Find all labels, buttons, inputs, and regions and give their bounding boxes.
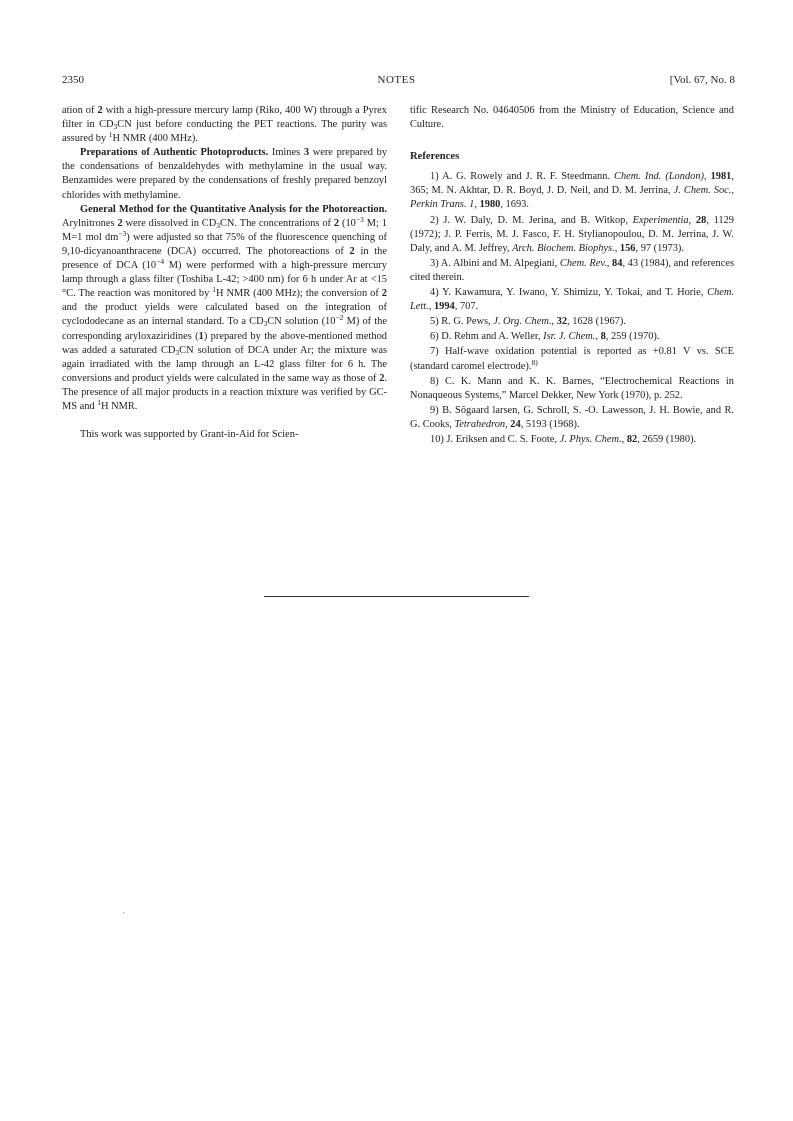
right-column: [410, 104, 734, 448]
superscript: 1: [108, 130, 113, 140]
subscript: 3: [263, 319, 268, 329]
compound-number: 2: [379, 372, 385, 384]
compound-number: 2: [349, 245, 355, 257]
left-column: [62, 104, 387, 442]
volume-number: 24: [510, 418, 521, 430]
reference-number: 1): [430, 171, 439, 183]
text: (10: [339, 217, 356, 229]
text: Half-wave oxidation potential is reported as +0.81 V vs. SCE (standard caromel electrode).: [410, 346, 734, 372]
paragraph-heading: Preparations of Authentic Photoproducts.: [80, 147, 269, 159]
text: R. G. Pews,: [438, 316, 494, 328]
acknowledgment: This work was supported by Grant-in-Aid for Scien-: [80, 429, 299, 441]
text: ) were adjusted so that 75% of the fluorescence quenching of 9,10-dicyanoanthracene (DCA) occurred. The photoreactions of: [62, 231, 387, 257]
text: ) prepared by the above-mentioned method was added a saturated CD: [62, 330, 387, 356]
section-title: NOTES: [377, 74, 416, 86]
text: Y. Kawamura, Y. Iwano, Y. Shimizu, Y. Tokai, and T. Horie,: [438, 287, 708, 299]
volume-number: 1981: [710, 171, 732, 183]
text: CN just before conducting the PET reactions. The purity was assured by: [62, 119, 388, 145]
text: ,: [505, 418, 511, 430]
text: ,: [474, 199, 480, 211]
text: ation of: [62, 105, 98, 116]
compound-number: 2: [117, 217, 123, 229]
subscript: 3: [175, 347, 180, 357]
reference-item: [410, 315, 734, 329]
text: C. K. Mann and K. K. Barnes, “Electrochemical Reactions in Nonaqueous Systems,” Marcel Dekker, New York (1970), p. 252.: [410, 375, 734, 401]
journal-name: Chem. Lett.: [410, 287, 734, 313]
volume-number: 32: [556, 316, 568, 328]
compound-number: 2: [333, 217, 340, 229]
text: CN. The concentrations of: [220, 217, 334, 229]
text: , 365; M. N. Akhtar, D. R. Boyd, J. D. Neil, and D. M. Jerrina,: [410, 171, 734, 197]
journal-name: Chem. Rev.: [559, 257, 607, 269]
journal-name: Isr. J. Chem.: [543, 331, 596, 343]
superscript: −4: [156, 257, 165, 267]
journal-name: Experimentia: [632, 214, 689, 226]
page-number: 2350: [62, 74, 84, 86]
reference-number: 6): [430, 331, 439, 343]
text: , 707.: [454, 301, 479, 313]
text: , 1628 (1967).: [567, 316, 626, 328]
end-of-article-rule: [264, 596, 529, 597]
text: ,: [606, 257, 613, 269]
text: , 2659 (1980).: [637, 433, 697, 445]
text: ,: [704, 171, 711, 183]
text: were dissolved in CD: [122, 217, 217, 229]
superscript: −3: [118, 228, 127, 238]
text: , 97 (1973).: [635, 242, 684, 254]
journal-name: J. Org. Chem.: [493, 316, 552, 328]
text: ,: [621, 433, 627, 445]
journal-name: J. Phys. Chem.: [559, 433, 622, 445]
text: D. Rehm and A. Weller,: [438, 331, 544, 343]
reference-number: 3): [430, 257, 439, 269]
journal-name: Tetrahedron: [454, 418, 506, 430]
subscript: 3: [216, 220, 220, 230]
reference-number: 2): [430, 214, 439, 226]
reference-item: [410, 404, 734, 432]
text: , 259 (1970).: [605, 331, 660, 343]
reference-number: 7): [430, 346, 439, 358]
text: , 1129 (1972); J. P. Ferris, M. J. Fasco, F. H. Stylianopoulou, D. M. Jerrina, J. W. Daly, and A. M. Jeffrey,: [410, 214, 734, 254]
method-paragraph: [62, 203, 387, 414]
compound-number: 2: [381, 288, 387, 300]
compound-number: 1: [198, 330, 204, 342]
subscript: 3: [113, 122, 118, 132]
volume-number: 28: [695, 214, 707, 226]
scan-speck: [123, 912, 124, 913]
text: Arylnitrones: [62, 217, 118, 229]
text: J. Eriksen and C. S. Foote,: [443, 433, 560, 445]
text: CN solution (10: [267, 316, 336, 328]
volume-number: 8: [600, 331, 606, 343]
reference-item: [410, 214, 734, 256]
text: M) were performed with a high-pressure mercury lamp through a glass filter (Toshiba L-42; >400 nm) for 6 h under Ar at <15 °C. The reaction was monitored by: [62, 260, 387, 300]
journal-name: Chem. Ind. (London): [614, 171, 704, 183]
text: ,: [595, 331, 601, 343]
reference-number: 9): [430, 404, 439, 416]
text: ,: [688, 214, 696, 226]
text: A. Albini and M. Alpegiani,: [438, 257, 560, 269]
preparations-paragraph: [62, 146, 387, 202]
text: in the presence of DCA (10: [62, 245, 387, 272]
text: Imines: [268, 147, 304, 159]
text: A. G. Rowely and J. R. F. Steedmann.: [438, 171, 615, 183]
reference-item: [410, 170, 734, 212]
text: were prepared by the condensations of benzaldehydes with methylamine in the usual way. Benzamides were prepared by the condensations of freshly prepared benzoyl chlorides with methylamine.: [62, 147, 388, 201]
superscript: 8): [531, 357, 538, 367]
text: , 5193 (1968).: [520, 418, 580, 430]
text: J. W. Daly, D. M. Jerina, and B. Witkop,: [438, 214, 633, 226]
reference-number: 10): [430, 433, 444, 445]
superscript: −3: [355, 214, 364, 224]
text: M) of the corresponding aryloxaziridines (: [62, 316, 387, 342]
references-heading: References: [410, 151, 460, 163]
reference-item: [410, 257, 734, 285]
text: ,: [428, 301, 434, 313]
text: . The presence of all major products in a reaction mixture was verified by GC-MS and: [62, 372, 387, 412]
text: ,: [614, 242, 620, 254]
volume-number: 1980: [479, 199, 501, 211]
volume-label: [Vol. 67, No. 8: [669, 74, 735, 86]
reference-item: [410, 375, 734, 403]
superscript: 1: [212, 285, 217, 295]
intro-paragraph: [62, 104, 387, 146]
volume-number: 1994: [433, 301, 455, 313]
reference-number: 4): [430, 287, 439, 299]
superscript: 1: [97, 397, 101, 407]
text: H NMR (400 MHz); the conversion of: [216, 288, 382, 300]
text: with a high-pressure mercury lamp (Riko, 400 W) through a Pyrex filter in CD: [62, 105, 387, 131]
volume-number: 82: [626, 433, 638, 445]
compound-number: 2: [97, 105, 103, 116]
text: H NMR (400 MHz).: [112, 133, 198, 145]
text: , 43 (1984), and references cited therein.: [410, 257, 734, 283]
reference-number: 5): [430, 316, 439, 328]
reference-item: [410, 345, 734, 373]
text: M; 1 M=1 mol dm: [62, 217, 387, 243]
text: H NMR.: [100, 400, 138, 412]
reference-item: [410, 330, 734, 344]
text: B. Sõgaard larsen, G. Schroll, S. -O. Lawesson, J. H. Bowie, and R. G. Cooks,: [410, 404, 734, 430]
journal-name: J. Chem. Soc., Perkin Trans. 1: [410, 185, 734, 211]
text: and the product yields were calculated based on the integration of cyclododecane as an internal standard. To a CD: [62, 302, 387, 328]
text: , 1693.: [500, 199, 529, 211]
volume-number: 156: [619, 242, 636, 254]
text: CN solution of DCA under Ar; the mixture was again irradiated with the lamp through an L-42 glass filter for 6 h. The conversions and product yields were calculated in the same way as those of: [62, 344, 387, 384]
text: ,: [551, 316, 557, 328]
compound-number: 3: [303, 147, 310, 159]
volume-number: 84: [612, 257, 623, 269]
reference-item: [410, 286, 734, 314]
journal-name: Arch. Biochem. Biophys.: [512, 242, 615, 254]
superscript: −2: [335, 313, 344, 323]
reference-number: 8): [430, 375, 439, 387]
paragraph-heading: General Method for the Quantitative Analysis for the Photoreaction.: [80, 203, 387, 215]
reference-item: [410, 433, 734, 447]
acknowledgment-continued: tific Research No. 04640506 from the Ministry of Education, Science and Culture.: [410, 105, 734, 131]
